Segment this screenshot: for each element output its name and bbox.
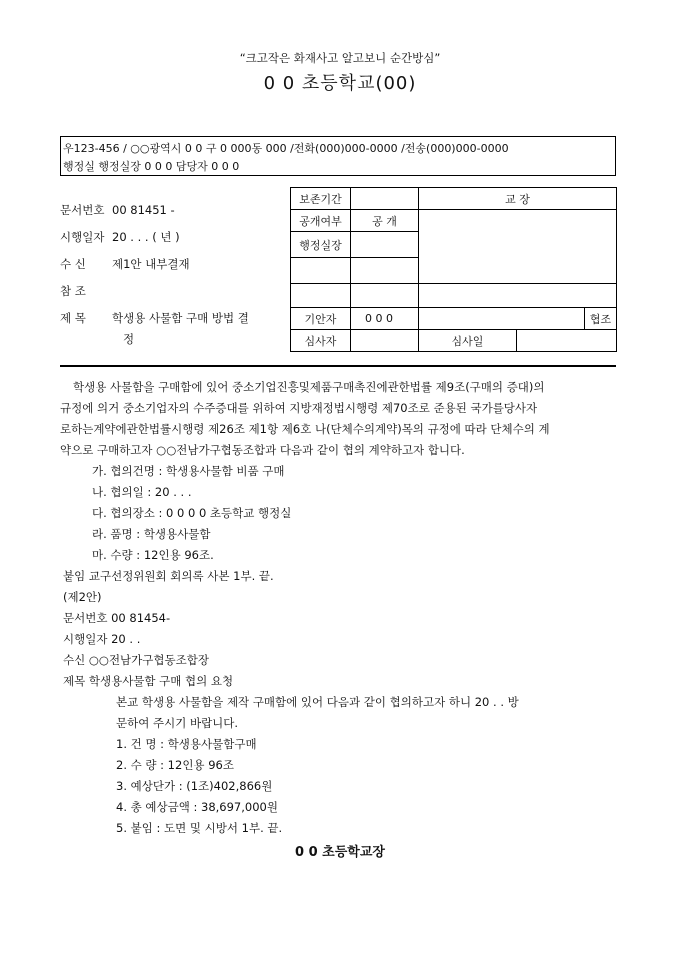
divider: [60, 365, 616, 367]
cooperation-label: 협조: [585, 308, 617, 330]
body-para-line: 규정에 의거 중소기업자의 수주증대를 위하여 지방재정법시행령 제70조로 준용된 국가를당사자: [60, 401, 538, 415]
principal-label: 교 장: [419, 188, 617, 210]
doc-number-row: [60, 202, 175, 218]
date-row: [60, 229, 180, 245]
disclosure-value: 공 개: [351, 210, 419, 232]
doc-number-label: 문서번호: [60, 203, 105, 217]
reference-row: [60, 283, 112, 299]
draft2-item: 5. 붙임 : 도면 및 시방서 1부. 끝.: [116, 821, 283, 835]
draft2-recipient: 수신 ○○전남가구협동조합장: [63, 653, 209, 667]
body-item: 마. 수량 : 12인용 96조.: [92, 548, 214, 562]
subject-line-1: 학생용 사물함 구매 방법 결: [112, 311, 249, 325]
body-para-line: 학생용 사물함을 구매함에 있어 중소기업진흥및제품구매촉진에관한법률 제9조(구매의 증대)의: [73, 380, 545, 394]
body-item: 나. 협의일 : 20 . . .: [92, 485, 192, 499]
draft2-date: 시행일자 20 . .: [63, 632, 141, 646]
retention-label: 보존기간: [291, 188, 351, 210]
draft2-doc-number: 문서번호 00 81454-: [63, 611, 171, 625]
approval-table: [290, 187, 617, 352]
recipient-label: 수 신: [60, 257, 86, 271]
draft2-item: 2. 수 량 : 12인용 96조: [116, 758, 234, 772]
draft2-item: 4. 총 예상금액 : 38,697,000원: [116, 800, 278, 814]
body-para-line: 약으로 구매하고자 ○○전남가구협동조합과 다음과 같이 협의 계약하고자 합니다.: [60, 443, 465, 457]
draft2-title: (제2안): [63, 590, 102, 604]
draft2-subject: 제목 학생용사물함 구매 협의 요청: [63, 674, 234, 688]
drafter-value: 0 0 0: [351, 308, 419, 330]
school-name: 0 0 초등학교(00): [263, 73, 417, 94]
reference-label: 참 조: [60, 284, 86, 298]
address-line-1: 우123-456 / ○○광역시 0 0 구 0 000동 000 /전화(000)000-0000 /전송(000)000-0000: [63, 142, 509, 155]
admin-head-label: 행정실장: [291, 232, 351, 258]
date-label: 시행일자: [60, 230, 105, 244]
draft2-text: 문하여 주시기 바랍니다.: [116, 716, 239, 730]
body-item: 가. 협의건명 : 학생용사물함 비품 구매: [92, 464, 285, 478]
disclosure-label: 공개여부: [291, 210, 351, 232]
date-value: 20 . . . ( 년 ): [112, 230, 180, 244]
subject-label: 제 목: [60, 311, 86, 325]
body-item: 다. 협의장소 : 0 0 0 0 초등학교 행정실: [92, 506, 292, 520]
body-item: 라. 품명 : 학생용사물함: [92, 527, 211, 541]
draft2-item: 1. 건 명 : 학생용사물함구매: [116, 737, 257, 751]
motto: “크고작은 화재사고 알고보니 순간방심”: [239, 51, 441, 65]
doc-number: 00 81451 -: [112, 203, 175, 217]
recipient-row: [60, 256, 190, 272]
recipient-value: 제1안 내부결재: [112, 257, 190, 271]
drafter-label: 기안자: [291, 308, 351, 330]
body-para-line: 로하는계약에관한법률시행령 제26조 제1항 제6호 나(단체수의계약)목의 규정에 따라 단체수의 계: [60, 422, 550, 436]
address-line-2: 행정실 행정실장 0 0 0 담당자 0 0 0: [63, 160, 240, 173]
subject-row: [60, 310, 249, 326]
principal-sign-cell: [419, 210, 617, 284]
address-box: [60, 136, 616, 176]
draft2-item: 3. 예상단가 : (1조)402,866원: [116, 779, 273, 793]
reviewer-label: 심사자: [291, 330, 351, 352]
review-date-label: 심사일: [419, 330, 517, 352]
closing-signature: 0 0 초등학교장: [295, 845, 385, 860]
attachment: 붙임 교구선정위원회 회의록 사본 1부. 끝.: [63, 569, 274, 583]
subject-line-2: 정: [123, 332, 135, 346]
draft2-text: 본교 학생용 사물함을 제작 구매함에 있어 다음과 같이 협의하고자 하니 20 . . 방: [116, 695, 519, 709]
